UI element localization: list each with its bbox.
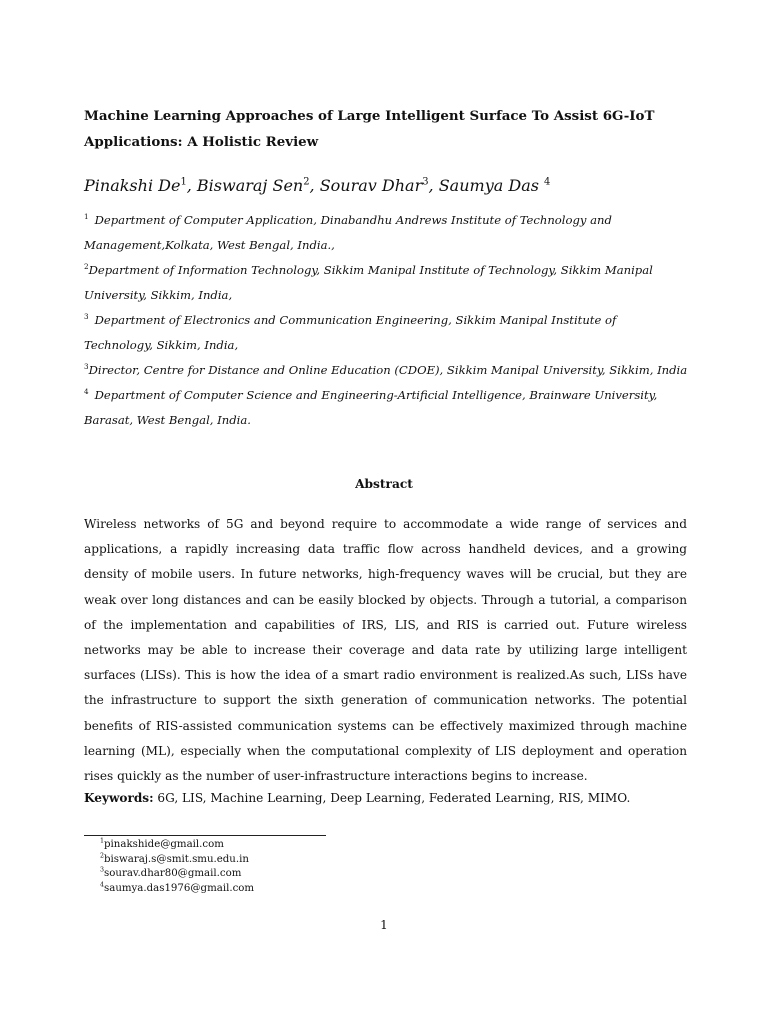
author — [439, 176, 551, 195]
keywords-text: 6G, LIS, Machine Learning, Deep Learning, Federated Learning, RIS, MIMO. — [157, 791, 631, 805]
affiliation-text: Department of Electronics and Communication Engineering, Sikkim Manipal Institute of Technology, Sikkim, India, — [84, 313, 617, 352]
footnote-email: biswaraj.s@smit.smu.edu.in — [104, 853, 249, 865]
affiliation-list — [84, 208, 688, 433]
footnote — [100, 838, 500, 853]
affiliation — [84, 308, 688, 358]
author-name: Saumya Das — [438, 176, 545, 195]
author — [197, 176, 320, 195]
author-separator: , — [186, 176, 197, 195]
footnote-email: sourav.dhar80@gmail.com — [104, 868, 242, 880]
affiliation-mark: 4 — [84, 387, 89, 397]
affiliation — [84, 383, 688, 433]
affiliation — [84, 208, 688, 258]
keywords-label: Keywords: — [84, 791, 154, 805]
affiliation-mark: 3 — [84, 312, 89, 322]
author-list — [84, 172, 704, 200]
author-separator: , — [309, 176, 320, 195]
footnote-mark: 4 — [100, 881, 105, 889]
paper-title: Machine Learning Approaches of Large Intelligent Surface To Assist 6G-IoT Applications: A Holistic Review — [84, 108, 655, 150]
affiliation — [84, 258, 688, 308]
abstract-heading: Abstract — [355, 477, 413, 491]
author-mark: 4 — [544, 176, 551, 188]
author-name: Biswaraj Sen — [196, 176, 304, 195]
footnote-mark: 2 — [100, 852, 105, 860]
affiliation-text: Department of Information Technology, Sikkim Manipal Institute of Technology, Sikkim Manipal University, Sikkim, India, — [84, 263, 653, 302]
author-mark: 2 — [303, 176, 310, 188]
abstract-body: Wireless networks of 5G and beyond require to accommodate a wide range of services and applications, a rapidly increasing data traffic flow across handheld devices, and a growing density of mobile users. In future networks, high-frequency waves will be crucial, but they are weak over long distances and can be easily blocked by objects. Through a tutorial, a comparison of the implementation and capabilities of IRS, LIS, and RIS is carried out. Future wireless networks may be able to increase their coverage and data rate by utilizing large intelligent surfaces (LISs). This is how the idea of a smart radio environment is realized.As such, LISs have the infrastructure to support the sixth generation of communication networks. The potential benefits of RIS-assisted communication systems can be effectively maximized through machine learning (ML), especially when the computational complexity of LIS deployment and operation rises quickly as the number of user-infrastructure interactions begins to increase. — [84, 517, 687, 784]
affiliation — [84, 358, 688, 383]
affiliation-text: Department of Computer Application, Dinabandhu Andrews Institute of Technology and Management,Kolkata, West Bengal, India., — [84, 213, 612, 252]
affiliation-mark: 3 — [84, 362, 89, 372]
affiliation-mark: 1 — [84, 212, 89, 222]
author — [320, 176, 439, 195]
author-name: Pinakshi De — [84, 176, 181, 195]
footnote — [100, 853, 500, 868]
footnote-email: saumya.das1976@gmail.com — [104, 882, 255, 894]
keywords-line — [84, 787, 694, 809]
footnote — [100, 867, 500, 882]
author-name: Sourav Dhar — [319, 176, 423, 195]
author-mark: 1 — [180, 176, 187, 188]
affiliation-text: Department of Computer Science and Engineering-Artificial Intelligence, Brainware University, Barasat, West Bengal, India. — [84, 388, 658, 427]
footnote-rule — [84, 835, 326, 836]
author-separator: , — [428, 176, 439, 195]
affiliation-mark: 2 — [84, 262, 89, 272]
author — [84, 176, 197, 195]
author-mark: 3 — [422, 176, 429, 188]
footnote — [100, 882, 500, 897]
footnote-mark: 1 — [100, 837, 105, 845]
affiliation-text: Director, Centre for Distance and Online Education (CDOE), Sikkim Manipal University, Sikkim, India — [88, 363, 688, 377]
footnote-email: pinakshide@gmail.com — [104, 839, 224, 850]
page-number: 1 — [380, 918, 388, 932]
footnote-mark: 3 — [100, 866, 105, 874]
footnote-list — [100, 838, 500, 896]
